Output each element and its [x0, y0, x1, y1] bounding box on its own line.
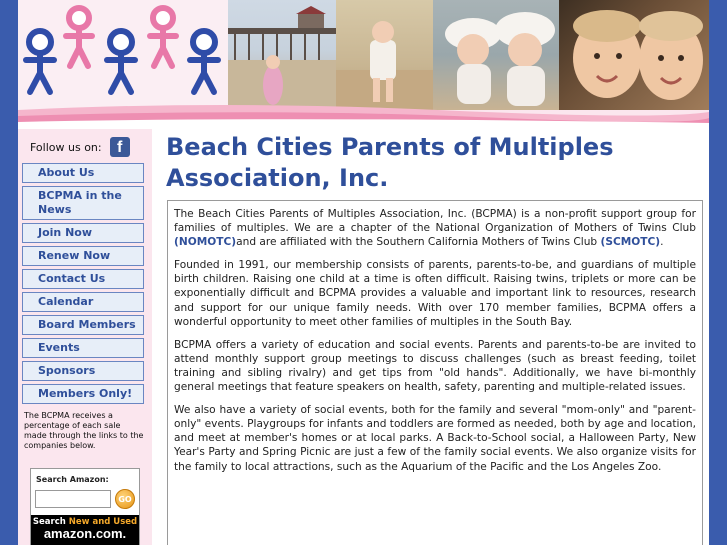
amazon-banner-search-word: Search: [32, 517, 69, 527]
amazon-search-widget: [30, 468, 140, 545]
sidebar: [18, 129, 152, 545]
facebook-icon[interactable]: f: [110, 137, 130, 157]
follow-label: Follow us on:: [30, 140, 102, 154]
amazon-banner[interactable]: [31, 515, 139, 545]
nav-about-us[interactable]: About Us: [22, 163, 144, 183]
paragraph-founded: Founded in 1991, our membership consists of parents, parents-to-be, and guardians of multiple birth children. Raising one child at a time is often difficult. Raising twins, triplets or more can be exponentially difficult and BCPMA provides a valuable and important link to resources, research and support for our unique family needs. With over 170 member families, BCPMA offers a wonderful opportunity to meet other families of multiples in the South Bay.: [174, 259, 696, 328]
amazon-go-button[interactable]: GO: [115, 489, 135, 509]
site-header: [18, 0, 709, 125]
paragraph-intro: [174, 207, 696, 249]
beach-pier-photo: [228, 0, 336, 110]
paragraph-social-events: We also have a variety of social events, both for the family and several "mom-only" and "parent-only" events. Playgroups for infants and toddlers are formed as needed, both by age and location, and meet at member's homes or at local parks. A Back-to-School social, a Halloween Party, New Year's Party and Spring Picnic are just a few of the family social events. We also organize visits for the family to local attractions, such as the Aquarium of the Pacific and the Los Angeles Zoo.: [174, 404, 696, 473]
nav-bcpma-in-the-news[interactable]: BCPMA in the News: [22, 186, 144, 220]
scmotc-link[interactable]: (SCMOTC): [600, 236, 661, 249]
amazon-logo-text: amazon.com.: [43, 526, 127, 541]
stick-figure-family-logo: [18, 0, 228, 110]
header-swoosh: [18, 102, 709, 125]
nav-renew-now[interactable]: Renew Now: [22, 246, 144, 266]
babies-sunhats-photo: [433, 0, 559, 110]
nav-board-members[interactable]: Board Members: [22, 315, 144, 335]
nav-events[interactable]: Events: [22, 338, 144, 358]
paragraph-intro-text-a: The Beach Cities Parents of Multiples Association, Inc. (BCPMA) is a non-profit support group for families of multiples. We are a chapter of the National Organization of Mothers of Twins Club: [174, 208, 696, 235]
header-photo-strip: [228, 0, 709, 110]
sidebar-nav: [22, 163, 148, 407]
amazon-search-label: Search Amazon:: [36, 475, 109, 484]
amazon-banner-new-used: New and Used: [68, 517, 138, 527]
paragraph-intro-text-c: .: [660, 236, 664, 249]
main-content: [152, 129, 709, 545]
page-title: Beach Cities Parents of Multiples Association, Inc.: [166, 133, 614, 192]
paragraph-education-events: BCPMA offers a variety of education and social events. Parents and parents-to-be are invited to attend monthly support group meetings to discuss challenges (such as breast feeding, toilet training and sibling rivalry) and get tips from "old hands". Additionally, we have bi-monthly general meetings that feature speakers on health, safety, parenting and multiple-related issues.: [174, 338, 696, 394]
nav-sponsors[interactable]: Sponsors: [22, 361, 144, 381]
nomotc-link[interactable]: (NOMOTC): [174, 236, 237, 249]
paragraph-intro-text-b: and are affiliated with the Southern California Mothers of Twins Club: [236, 236, 601, 249]
follow-us: [30, 135, 148, 159]
twins-smiling-photo: [559, 0, 709, 110]
affiliate-promo-text: The BCPMA receives a percentage of each sale made through the links to the companies below.: [24, 411, 144, 450]
amazon-search-input[interactable]: [35, 490, 111, 508]
nav-members-only[interactable]: Members Only!: [22, 384, 144, 404]
nav-contact-us[interactable]: Contact Us: [22, 269, 144, 289]
intro-article: [167, 200, 703, 545]
nav-calendar[interactable]: Calendar: [22, 292, 144, 312]
nav-join-now[interactable]: Join Now: [22, 223, 144, 243]
toddler-beach-photo: [336, 0, 433, 110]
